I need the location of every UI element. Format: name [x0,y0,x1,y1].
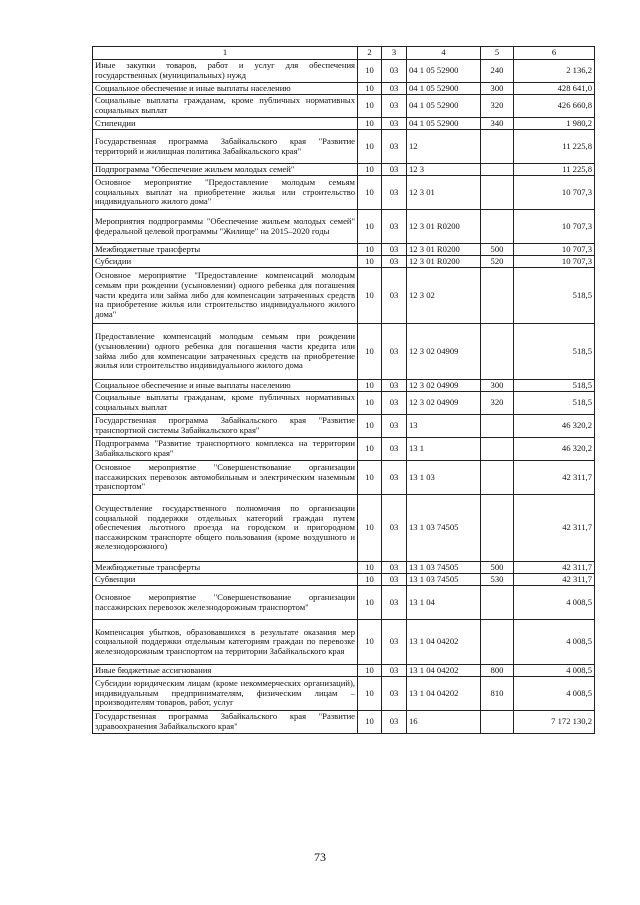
cell-target-article: 13 1 03 74505 [407,562,481,574]
table-row [93,574,595,586]
header-col-1: 1 [93,47,358,60]
cell-section: 10 [358,83,382,95]
cell-name: Мероприятия подпрограммы "Обеспечение жильем молодых семей" федеральной целевой программы "Жилище" на 2015–2020 годы [93,210,358,244]
cell-section: 10 [358,711,382,734]
cell-target-article: 04 1 05 52900 [407,118,481,130]
cell-name: Субсидии юридическим лицам (кроме некоммерческих организаций), индивидуальным предпринимателям, физическим лицам – производителям товаров, работ, услуг [93,677,358,711]
cell-name: Подпрограмма "Развитие транспортного комплекса на территории Забайкальского края" [93,438,358,461]
table-row [93,665,595,677]
table-row [93,118,595,130]
cell-subsection: 03 [382,380,407,392]
cell-name: Социальные выплаты гражданам, кроме публичных нормативных социальных выплат [93,392,358,415]
cell-expense-type [481,415,514,438]
cell-section: 10 [358,620,382,665]
cell-subsection: 03 [382,495,407,562]
table-body [93,60,595,734]
cell-name: Межбюджетные трансферты [93,244,358,256]
cell-subsection: 03 [382,620,407,665]
cell-subsection: 03 [382,256,407,268]
table-header [93,47,595,60]
table-row [93,586,595,620]
cell-section: 10 [358,461,382,495]
cell-subsection: 03 [382,461,407,495]
cell-subsection: 03 [382,392,407,415]
table-row [93,60,595,83]
cell-section: 10 [358,562,382,574]
cell-name: Государственная программа Забайкальского края "Развитие транспортной системы Забайкальского края" [93,415,358,438]
cell-subsection: 03 [382,677,407,711]
cell-subsection: 03 [382,164,407,176]
cell-name: Социальные выплаты гражданам, кроме публичных нормативных социальных выплат [93,95,358,118]
cell-expense-type [481,130,514,164]
table-row [93,95,595,118]
cell-amount: 10 707,3 [514,244,595,256]
cell-amount: 4 008,5 [514,586,595,620]
cell-amount: 11 225,8 [514,164,595,176]
cell-target-article: 13 1 [407,438,481,461]
cell-expense-type [481,495,514,562]
cell-section: 10 [358,210,382,244]
cell-expense-type [481,324,514,380]
cell-subsection: 03 [382,244,407,256]
table-row [93,711,595,734]
cell-amount: 2 136,2 [514,60,595,83]
table-row [93,461,595,495]
cell-amount: 518,5 [514,392,595,415]
cell-section: 10 [358,164,382,176]
cell-expense-type: 320 [481,392,514,415]
cell-target-article: 12 3 02 04909 [407,324,481,380]
cell-section: 10 [358,118,382,130]
cell-target-article: 12 3 02 [407,268,481,324]
header-col-5: 5 [481,47,514,60]
table-row [93,392,595,415]
cell-expense-type: 500 [481,562,514,574]
cell-amount: 10 707,3 [514,256,595,268]
cell-amount: 10 707,3 [514,176,595,210]
cell-section: 10 [358,677,382,711]
cell-subsection: 03 [382,95,407,118]
cell-target-article: 13 1 03 [407,461,481,495]
cell-name: Предоставление компенсаций молодым семьям при рождении (усыновлении) одного ребенка для погашения части кредита или займа либо для компенсации затраченных средств на приобретение жилья или строительство индивидуального жилого дома [93,324,358,380]
table-row [93,256,595,268]
table-row [93,380,595,392]
cell-expense-type: 530 [481,574,514,586]
cell-expense-type: 520 [481,256,514,268]
table-row [93,415,595,438]
cell-target-article: 04 1 05 52900 [407,83,481,95]
cell-target-article: 13 1 04 [407,586,481,620]
table-row [93,210,595,244]
cell-name: Основное мероприятие "Совершенствование организации пассажирских перевозок автомобильным и электрическим наземным транспортом" [93,461,358,495]
cell-name: Осуществление государственного полномочия по организации социальной поддержки отдельных категорий граждан путем обеспечения льготного проезда на городском и пригородном пассажирском транспорте общего пользования (кроме воздушного и железнодорожного) [93,495,358,562]
header-col-6: 6 [514,47,595,60]
cell-amount: 42 311,7 [514,574,595,586]
cell-name: Подпрограмма "Обеспечение жильем молодых семей" [93,164,358,176]
cell-name: Государственная программа Забайкальского края "Развитие территорий и жилищная политика Забайкальского края" [93,130,358,164]
cell-section: 10 [358,665,382,677]
cell-expense-type: 300 [481,83,514,95]
cell-amount: 428 641,0 [514,83,595,95]
cell-target-article: 13 1 04 04202 [407,620,481,665]
cell-amount: 42 311,7 [514,562,595,574]
cell-target-article: 12 3 01 [407,176,481,210]
cell-amount: 4 008,5 [514,677,595,711]
cell-target-article: 13 1 03 74505 [407,495,481,562]
cell-expense-type [481,711,514,734]
cell-name: Компенсация убытков, образовавшихся в результате оказания мер социальной поддержки отдельным категориям граждан по перевозке железнодорожным транспортом на территории Забайкальского края [93,620,358,665]
header-col-4: 4 [407,47,481,60]
cell-expense-type [481,586,514,620]
cell-section: 10 [358,176,382,210]
cell-subsection: 03 [382,268,407,324]
cell-section: 10 [358,495,382,562]
cell-amount: 42 311,7 [514,495,595,562]
cell-name: Основное мероприятие "Предоставление молодым семьям социальных выплат на приобретение жилья или строительство индивидуального жилого дома" [93,176,358,210]
cell-target-article: 12 3 01 R0200 [407,244,481,256]
cell-section: 10 [358,438,382,461]
cell-target-article: 16 [407,711,481,734]
table-row [93,324,595,380]
table-row [93,620,595,665]
cell-amount: 518,5 [514,380,595,392]
cell-amount: 4 008,5 [514,620,595,665]
cell-expense-type: 240 [481,60,514,83]
cell-target-article: 13 [407,415,481,438]
page-number: 73 [314,850,326,864]
header-col-3: 3 [382,47,407,60]
cell-expense-type: 340 [481,118,514,130]
cell-amount: 1 980,2 [514,118,595,130]
cell-target-article: 12 3 02 04909 [407,392,481,415]
cell-name: Государственная программа Забайкальского края "Развитие здравоохранения Забайкальского края" [93,711,358,734]
cell-amount: 518,5 [514,268,595,324]
cell-section: 10 [358,324,382,380]
cell-amount: 11 225,8 [514,130,595,164]
cell-section: 10 [358,244,382,256]
cell-expense-type [481,620,514,665]
cell-subsection: 03 [382,130,407,164]
cell-name: Социальное обеспечение и иные выплаты населению [93,380,358,392]
header-col-2: 2 [358,47,382,60]
table-row [93,244,595,256]
cell-target-article: 12 3 [407,164,481,176]
cell-subsection: 03 [382,210,407,244]
cell-amount: 518,5 [514,324,595,380]
cell-expense-type: 810 [481,677,514,711]
cell-amount: 42 311,7 [514,461,595,495]
cell-expense-type: 500 [481,244,514,256]
cell-name: Иные закупки товаров, работ и услуг для обеспечения государственных (муниципальных) нужд [93,60,358,83]
cell-section: 10 [358,586,382,620]
cell-subsection: 03 [382,711,407,734]
cell-target-article: 12 3 02 04909 [407,380,481,392]
table-row [93,268,595,324]
cell-name: Основное мероприятие "Предоставление компенсаций молодым семьям при рождении (усыновлении) одного ребенка для погашения части кредита или займа либо для компенсации затраченных средств на приобретение жилья или строительство индивидуального жилого дома" [93,268,358,324]
table-row [93,677,595,711]
cell-expense-type [481,268,514,324]
table-row [93,164,595,176]
cell-subsection: 03 [382,415,407,438]
cell-expense-type: 800 [481,665,514,677]
cell-section: 10 [358,130,382,164]
cell-target-article: 12 [407,130,481,164]
cell-subsection: 03 [382,324,407,380]
cell-target-article: 13 1 04 04202 [407,677,481,711]
cell-name: Социальное обеспечение и иные выплаты населению [93,83,358,95]
cell-amount: 7 172 130,2 [514,711,595,734]
cell-name: Субвенции [93,574,358,586]
cell-section: 10 [358,392,382,415]
cell-target-article: 12 3 01 R0200 [407,256,481,268]
cell-expense-type [481,210,514,244]
cell-section: 10 [358,95,382,118]
cell-section: 10 [358,256,382,268]
cell-section: 10 [358,60,382,83]
cell-name: Стипендии [93,118,358,130]
cell-section: 10 [358,574,382,586]
cell-subsection: 03 [382,83,407,95]
cell-target-article: 12 3 01 R0200 [407,210,481,244]
cell-amount: 426 660,8 [514,95,595,118]
cell-amount: 46 320,2 [514,438,595,461]
cell-expense-type [481,438,514,461]
cell-name: Субсидии [93,256,358,268]
header-row [93,47,595,60]
cell-section: 10 [358,380,382,392]
cell-subsection: 03 [382,665,407,677]
cell-subsection: 03 [382,60,407,83]
cell-amount: 4 008,5 [514,665,595,677]
cell-target-article: 13 1 04 04202 [407,665,481,677]
table-row [93,495,595,562]
cell-expense-type [481,164,514,176]
cell-subsection: 03 [382,438,407,461]
cell-subsection: 03 [382,586,407,620]
cell-expense-type [481,176,514,210]
cell-amount: 46 320,2 [514,415,595,438]
table-row [93,176,595,210]
cell-expense-type: 320 [481,95,514,118]
cell-target-article: 13 1 03 74505 [407,574,481,586]
cell-target-article: 04 1 05 52900 [407,60,481,83]
table-row [93,83,595,95]
cell-subsection: 03 [382,176,407,210]
table-row [93,562,595,574]
cell-name: Межбюджетные трансферты [93,562,358,574]
cell-expense-type [481,461,514,495]
table-row [93,130,595,164]
cell-subsection: 03 [382,118,407,130]
cell-section: 10 [358,415,382,438]
cell-name: Иные бюджетные ассигнования [93,665,358,677]
budget-table [92,46,595,734]
table-row [93,438,595,461]
cell-target-article: 04 1 05 52900 [407,95,481,118]
cell-subsection: 03 [382,562,407,574]
cell-section: 10 [358,268,382,324]
cell-expense-type: 300 [481,380,514,392]
cell-amount: 10 707,3 [514,210,595,244]
cell-subsection: 03 [382,574,407,586]
cell-name: Основное мероприятие "Совершенствование организации пассажирских перевозок железнодорожным транспортом" [93,586,358,620]
